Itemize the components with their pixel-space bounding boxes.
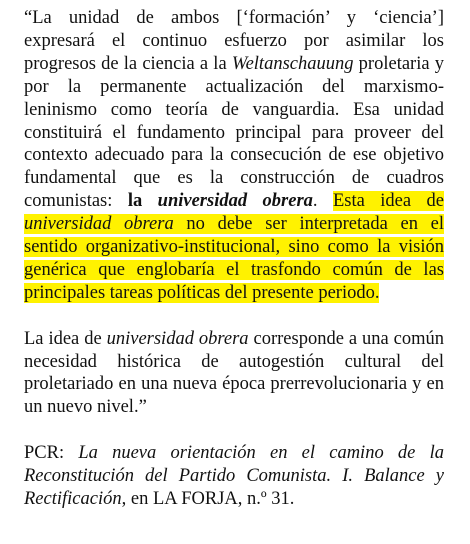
document-body [24,7,444,511]
sentence-period: . [312,191,333,212]
citation-suffix: , en LA FORJA, n.º 31. [121,489,295,509]
citation-title: La nueva orientación en el camino de la Reconstitución del Partido Comunista. I. Balance y Rectificación [24,443,444,509]
citation-prefix: PCR: [24,443,79,464]
highlight-text-a: Esta idea de [332,191,444,212]
quote-middle-text: proletaria y por la permanente actualización del marxismo-leninismo como teoría de vanguardia. Esa unidad constituirá el fundamento principal para proveer del contexto adecuado para la consecución de ese objetivo fundamental que es la construcción de cuadros comunistas: [24,53,444,212]
p2-text-b: corresponde a una común necesidad histórica de autogestión cultural del proletariado en una nueva época prerrevolucionaria y en un nuevo nivel.” [24,328,444,418]
highlight-universidad-obrera: universidad obrera [24,214,174,235]
quote-paragraph-2 [24,328,444,420]
weltanschauung-term: Weltanschauung [231,53,354,74]
bold-universidad-obrera: universidad obrera [157,191,313,212]
quote-paragraph-1 [24,7,444,305]
citation [24,442,444,511]
p2-universidad-obrera: universidad obrera [106,328,249,349]
bold-la: la [127,191,158,212]
quote-intro-text: “La unidad de ambos [‘formación’ y ‘ciencia’] expresará el continuo esfuerzo por asimilar los progresos de la ciencia a la [24,8,444,74]
p2-text-a: La idea de [24,328,107,349]
highlight-text-b: no debe ser interpretada en el sentido organizativo-institucional, sino como la visión genérica que englobaría el trasfondo común de las principales tareas políticas del presente periodo. [24,214,444,303]
